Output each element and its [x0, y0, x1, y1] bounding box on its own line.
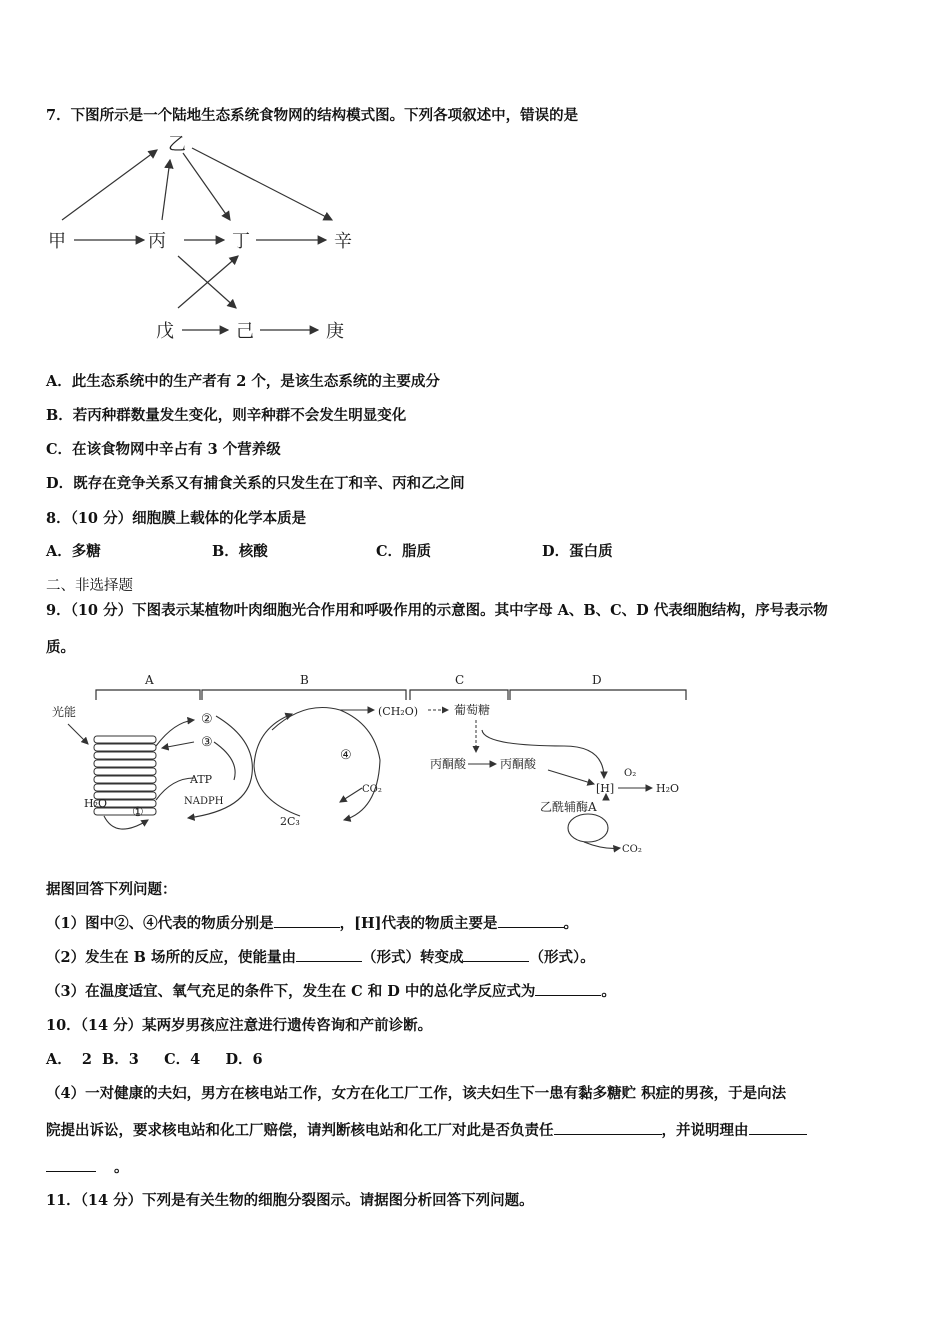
- q9-sub3-text1: （3）在温度适宜、氧气充足的条件下，发生在 C 和 D 中的总化学反应式为: [46, 983, 536, 1000]
- node-yi: 乙: [168, 134, 186, 155]
- answer-blank[interactable]: [296, 949, 362, 962]
- q7-option-b: B．若丙种群数量发生变化，则辛种群不会发生明显变化: [46, 407, 407, 424]
- label-pyruvate1: 丙酮酸: [430, 757, 467, 771]
- node-ji: 己: [236, 321, 254, 342]
- answer-blank[interactable]: [463, 949, 529, 962]
- photosynthesis-respiration-diagram: [44, 670, 694, 860]
- q10-sub4-text3: 。: [114, 1159, 129, 1176]
- q9-sub1: [46, 912, 578, 933]
- q8-stem: 8．（10 分）细胞膜上载体的化学本质是: [46, 510, 307, 527]
- label-n2: ②: [201, 712, 213, 727]
- q9-sub3-text2: 。: [601, 983, 616, 1000]
- q9-sub1-text1: （1）图中②、④代表的物质分别是: [46, 915, 274, 932]
- q8-option-c: C．脂质: [376, 543, 432, 560]
- node-bing: 丙: [148, 231, 166, 252]
- q10-stem: 10．（14 分）某两岁男孩应注意进行遗传咨询和产前诊断。: [46, 1017, 433, 1034]
- label-n3: ③: [201, 735, 213, 750]
- label-light: 光能: [52, 705, 77, 719]
- food-web-diagram: [40, 128, 370, 348]
- answer-blank[interactable]: [274, 915, 340, 928]
- q10-sub4-text2: ，并说明理由: [661, 1122, 749, 1139]
- label-n4: ④: [340, 748, 352, 763]
- q10-sub4-line1: （4）一对健康的夫妇，男方在核电站工作，女方在化工厂工作，该夫妇生下一患有黏多糖贮 积症的男孩，于是向法: [46, 1085, 787, 1102]
- q8-option-d: D．蛋白质: [542, 543, 613, 560]
- label-nadph: NADPH: [184, 796, 224, 807]
- q10-sub4-line2: [46, 1119, 807, 1140]
- label-a: A: [145, 673, 154, 687]
- answer-blank[interactable]: [498, 915, 564, 928]
- label-o2: O₂: [624, 768, 637, 779]
- q9-stem-line1: 9．（10 分）下图表示某植物叶肉细胞光合作用和呼吸作用的示意图。其中字母 A、B、C、D 代表细胞结构，序号表示物: [46, 602, 828, 619]
- label-pyruvate2: 丙酮酸: [500, 757, 537, 771]
- node-wu: 戊: [156, 321, 174, 342]
- label-h: [H]: [596, 782, 615, 795]
- q10-options: A． 2 B．3 C．4 D．6: [46, 1051, 263, 1068]
- q9-stem-line2: 质。: [46, 639, 75, 656]
- q7-stem: 7．下图所示是一个陆地生态系统食物网的结构模式图。下列各项叙述中，错误的是: [46, 107, 579, 124]
- label-co2-d: CO₂: [622, 844, 642, 855]
- q10-sub4-text1: 院提出诉讼，要求核电站和化工厂赔偿，请判断核电站和化工厂对此是否负责任: [46, 1122, 554, 1139]
- label-b: B: [300, 673, 309, 687]
- q7-option-d: D．既存在竞争关系又有捕食关系的只发生在丁和辛、丙和乙之间: [46, 475, 465, 492]
- label-co2-b: CO₂: [362, 784, 382, 795]
- node-geng: 庚: [326, 321, 344, 342]
- section-title: 二、非选择题: [46, 578, 133, 594]
- q9-sub3: [46, 980, 616, 1001]
- label-h2o-right: H₂O: [656, 782, 680, 795]
- answer-blank[interactable]: [749, 1122, 807, 1135]
- q9-sub2: [46, 946, 595, 967]
- q9-sub2-text3: （形式）。: [529, 949, 595, 966]
- q8-option-b: B．核酸: [212, 543, 268, 560]
- label-c: C: [455, 673, 465, 687]
- q9-sub1-text2: ，[H]代表的物质主要是: [339, 915, 498, 932]
- label-d: D: [592, 673, 602, 687]
- answer-blank[interactable]: [554, 1122, 662, 1135]
- label-atp: ATP: [190, 773, 213, 786]
- q10-sub4-line3: [46, 1156, 129, 1177]
- answer-blank[interactable]: [46, 1159, 96, 1172]
- label-glucose: 葡萄糖: [454, 703, 491, 717]
- label-h2o-left: H₂O: [84, 797, 108, 810]
- answer-blank[interactable]: [535, 983, 601, 996]
- node-jia: 甲: [48, 231, 66, 252]
- q9-intro: 据图回答下列问题：: [46, 881, 177, 898]
- node-xin: 辛: [334, 231, 352, 252]
- q7-option-c: C．在该食物网中辛占有 3 个营养级: [46, 441, 281, 458]
- node-ding: 丁: [232, 231, 250, 252]
- q11-stem: 11．（14 分）下列是有关生物的细胞分裂图示。请据图分析回答下列问题。: [46, 1192, 534, 1209]
- label-c3: 2C₃: [280, 815, 300, 828]
- q9-sub2-text1: （2）发生在 B 场所的反应，使能量由: [46, 949, 296, 966]
- q9-sub1-text3: 。: [563, 915, 579, 932]
- label-n1: ①: [132, 805, 144, 820]
- q8-option-a: A．多糖: [46, 543, 101, 560]
- label-acetyl: 乙酰辅酶A: [540, 800, 597, 814]
- q9-sub2-text2: （形式）转变成: [361, 949, 464, 966]
- q7-option-a: A．此生态系统中的生产者有 2 个，是该生态系统的主要成分: [46, 373, 440, 390]
- label-ch2o: (CH₂O): [378, 705, 419, 718]
